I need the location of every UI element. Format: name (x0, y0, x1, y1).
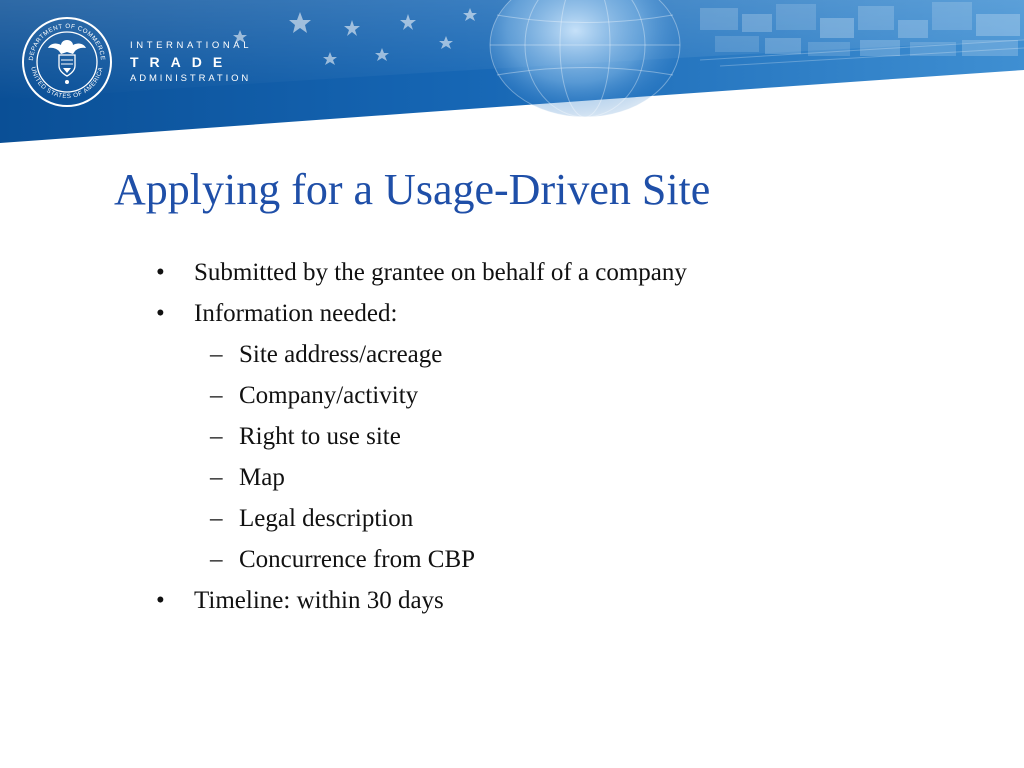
sub-bullet-marker: – (210, 464, 223, 491)
slide-title: Applying for a Usage-Driven Site (114, 165, 711, 214)
bullet-marker: • (156, 259, 165, 286)
sub-bullet-marker: – (210, 505, 223, 532)
agency-wordmark (130, 40, 252, 85)
agency-line-trade: TRADE (130, 54, 234, 70)
bullet-item (0, 293, 1024, 334)
bullet-text: Information needed: (194, 300, 398, 327)
sub-bullet-marker: – (210, 341, 223, 368)
bullet-text: Timeline: within 30 days (194, 587, 444, 614)
agency-line-international: INTERNATIONAL (130, 40, 253, 51)
bullet-text: Submitted by the grantee on behalf of a company (194, 259, 687, 286)
sub-bullet-marker: – (210, 546, 223, 573)
sub-bullet-text: Right to use site (239, 423, 401, 450)
sub-bullet-item (0, 539, 1024, 580)
sub-bullet-text: Legal description (239, 505, 414, 532)
sub-bullet-item (0, 457, 1024, 498)
sub-bullet-marker: – (210, 423, 223, 450)
header-banner (0, 0, 1024, 145)
bullet-list (0, 252, 1024, 621)
svg-text:UNITED STATES OF AMERICA: UNITED STATES OF AMERICA (29, 66, 105, 101)
svg-text:DEPARTMENT OF COMMERCE: DEPARTMENT OF COMMERCE (27, 22, 107, 62)
department-of-commerce-seal-icon (21, 16, 113, 108)
sub-bullet-marker: – (210, 382, 223, 409)
sub-bullet-item (0, 334, 1024, 375)
bullet-item (0, 252, 1024, 293)
bullet-item (0, 580, 1024, 621)
sub-bullet-item (0, 416, 1024, 457)
sub-bullet-text: Map (239, 464, 285, 491)
sub-bullet-text: Company/activity (239, 382, 419, 409)
sub-bullet-text: Concurrence from CBP (239, 546, 476, 573)
sub-bullet-item (0, 498, 1024, 539)
sub-bullet-text: Site address/acreage (239, 341, 443, 368)
agency-line-administration: ADMINISTRATION (130, 73, 252, 84)
bullet-marker: • (156, 587, 165, 614)
sub-bullet-item (0, 375, 1024, 416)
bullet-marker: • (156, 300, 165, 327)
